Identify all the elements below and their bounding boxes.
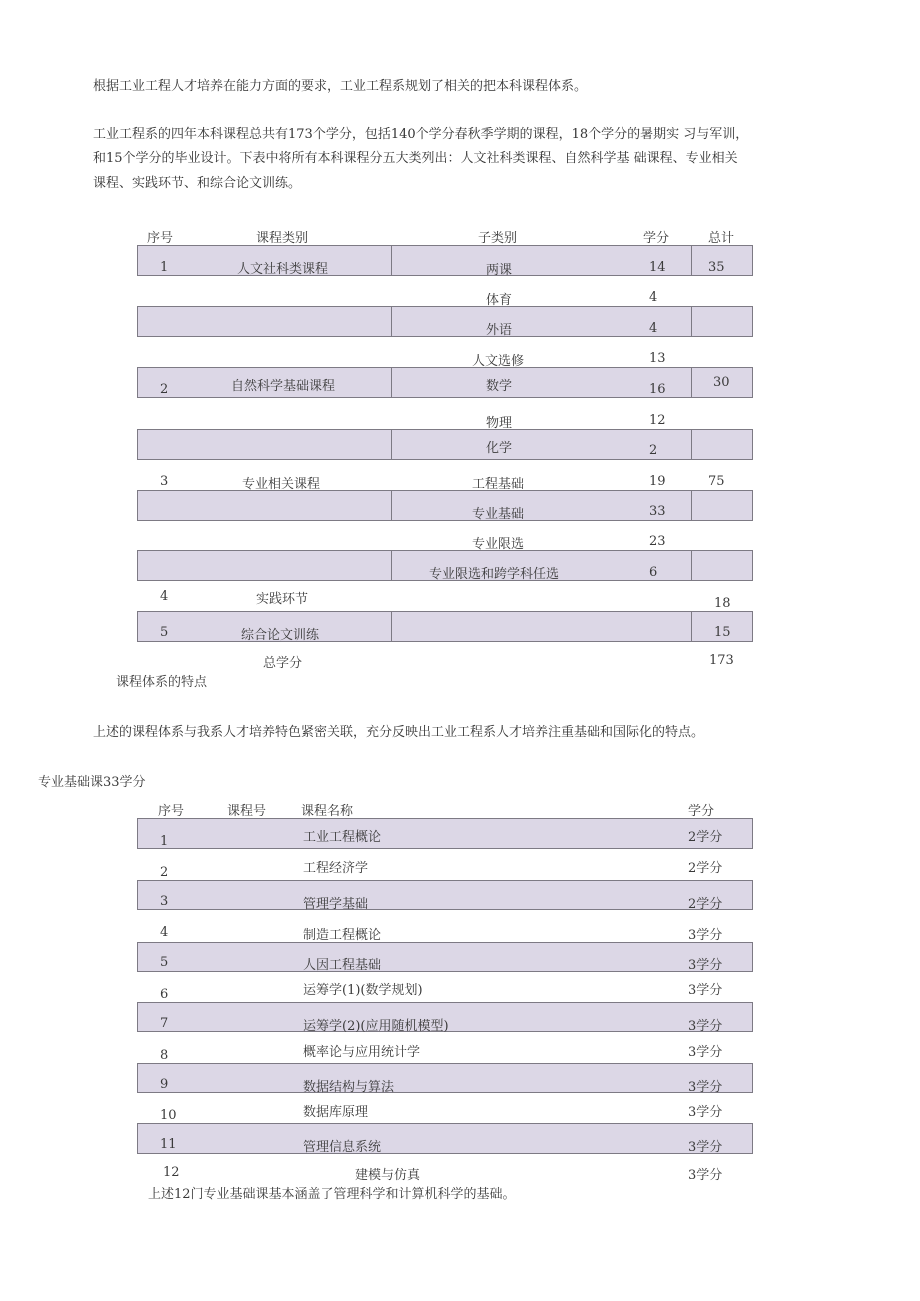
- row-credits: 12: [649, 413, 666, 428]
- course-name: 管理信息系统: [303, 1140, 382, 1155]
- course-credits: 3学分: [688, 983, 723, 998]
- course-name: 人因工程基础: [303, 958, 382, 973]
- course-credits: 2学分: [688, 861, 723, 876]
- table-band: [137, 1123, 753, 1154]
- table-band: [137, 818, 753, 849]
- course-no: 10: [160, 1108, 177, 1123]
- header-no: 序号: [147, 231, 174, 246]
- table-band: [137, 429, 753, 460]
- row-no: 5: [160, 625, 169, 640]
- row-credits: 14: [649, 260, 666, 275]
- total-credits-value: 173: [709, 653, 734, 668]
- header-course-code: 课程号: [227, 804, 267, 819]
- row-subcategory: 物理: [486, 416, 513, 431]
- row-subcategory: 数学: [486, 379, 513, 394]
- row-total: 30: [713, 375, 730, 390]
- row-credits: 4: [649, 290, 658, 305]
- header-course-name: 课程名称: [301, 804, 354, 819]
- course-name: 工程经济学: [303, 861, 369, 876]
- table-band: [137, 1063, 753, 1093]
- course-no: 4: [160, 925, 169, 940]
- row-subcategory: 专业基础: [472, 507, 525, 522]
- course-no: 9: [160, 1077, 169, 1092]
- course-no: 1: [160, 834, 169, 849]
- header-credits: 学分: [643, 231, 670, 246]
- row-credits: 33: [649, 504, 666, 519]
- row-subcategory: 工程基础: [472, 477, 525, 492]
- row-category: 专业相关课程: [242, 477, 321, 492]
- course-no: 3: [160, 894, 169, 909]
- course-credits: 3学分: [688, 1105, 723, 1120]
- table-band: [137, 306, 753, 337]
- row-subcategory: 外语: [486, 323, 513, 338]
- course-credits: 3学分: [688, 928, 723, 943]
- course-credits: 3学分: [688, 958, 723, 973]
- intro-paragraph-1: 根据工业工程人才培养在能力方面的要求，工业工程系规划了相关的把本科课程体系。: [93, 79, 588, 94]
- course-name: 制造工程概论: [303, 928, 382, 943]
- header-total: 总计: [708, 231, 735, 246]
- section-title: 课程体系的特点: [116, 675, 208, 690]
- header-credits: 学分: [688, 804, 715, 819]
- row-credits: 19: [649, 474, 666, 489]
- row-category: 综合论文训练: [241, 628, 320, 643]
- course-name: 数据库原理: [303, 1105, 369, 1120]
- course-no: 7: [160, 1016, 169, 1031]
- row-total: 35: [708, 260, 725, 275]
- course-no: 5: [160, 955, 169, 970]
- course-credits: 2学分: [688, 897, 723, 912]
- row-total: 75: [708, 474, 725, 489]
- features-paragraph: 上述的课程体系与我系人才培养特色紧密关联，充分反映出工业工程系人才培养注重基础和国际化的特点。: [93, 725, 705, 740]
- table-band: [137, 611, 753, 642]
- course-credits: 3学分: [688, 1168, 723, 1183]
- course-name: 运筹学(2)(应用随机模型): [303, 1019, 449, 1034]
- intro-paragraph-2-line-2: 和15个学分的毕业设计。下表中将所有本科课程分五大类列出：人文社科类课程、自然科学基 础课程、专业相关: [93, 151, 738, 166]
- row-subcategory: 专业限选: [472, 537, 525, 552]
- course-name: 建模与仿真: [355, 1168, 421, 1183]
- row-credits: 16: [649, 382, 666, 397]
- course-credits: 3学分: [688, 1019, 723, 1034]
- course-name: 运筹学(1)(数学规划): [303, 983, 423, 998]
- course-no: 6: [160, 987, 169, 1002]
- course-name: 管理学基础: [303, 897, 369, 912]
- row-credits: 6: [649, 565, 658, 580]
- conclusion-paragraph: 上述12门专业基础课基本涵盖了管理科学和计算机科学的基础。: [148, 1187, 516, 1202]
- row-category: 自然科学基础课程: [231, 379, 336, 394]
- course-no: 8: [160, 1048, 169, 1063]
- row-credits: 4: [649, 321, 658, 336]
- row-category: 人文社科类课程: [237, 262, 329, 277]
- course-credits: 3学分: [688, 1080, 723, 1095]
- course-credits: 3学分: [688, 1140, 723, 1155]
- row-no: 3: [160, 474, 169, 489]
- course-no: 2: [160, 865, 169, 880]
- row-subcategory: 人文选修: [472, 354, 525, 369]
- row-subcategory: 两课: [486, 263, 513, 278]
- course-name: 概率论与应用统计学: [303, 1045, 421, 1060]
- row-subcategory: 专业限选和跨学科任选: [429, 567, 560, 582]
- table-band: [137, 880, 753, 910]
- row-subcategory: 体育: [486, 293, 513, 308]
- intro-paragraph-2-line-3: 课程、实践环节、和综合论文训练。: [93, 176, 302, 191]
- course-no: 11: [160, 1137, 177, 1152]
- header-category: 课程类别: [256, 231, 309, 246]
- course-credits: 2学分: [688, 830, 723, 845]
- row-total: 15: [714, 625, 731, 640]
- row-no: 2: [160, 382, 169, 397]
- row-no: 4: [160, 589, 169, 604]
- intro-paragraph-2-line-1: 工业工程系的四年本科课程总共有173个学分，包括140个学分春秋季学期的课程，18个学分的暑期实 习与军训，: [93, 127, 749, 142]
- course-name: 数据结构与算法: [303, 1080, 395, 1095]
- row-category: 实践环节: [256, 592, 309, 607]
- row-credits: 23: [649, 534, 666, 549]
- course-name: 工业工程概论: [303, 830, 382, 845]
- row-credits: 2: [649, 443, 658, 458]
- header-no: 序号: [158, 804, 185, 819]
- row-subcategory: 化学: [486, 441, 513, 456]
- course-credits: 3学分: [688, 1045, 723, 1060]
- total-credits-label: 总学分: [263, 656, 303, 671]
- header-subcategory: 子类别: [478, 231, 518, 246]
- course-no: 12: [163, 1165, 180, 1180]
- row-no: 1: [160, 260, 169, 275]
- row-credits: 13: [649, 351, 666, 366]
- row-total: 18: [714, 596, 731, 611]
- table2-title: 专业基础课33学分: [38, 775, 146, 790]
- table-band: [137, 942, 753, 972]
